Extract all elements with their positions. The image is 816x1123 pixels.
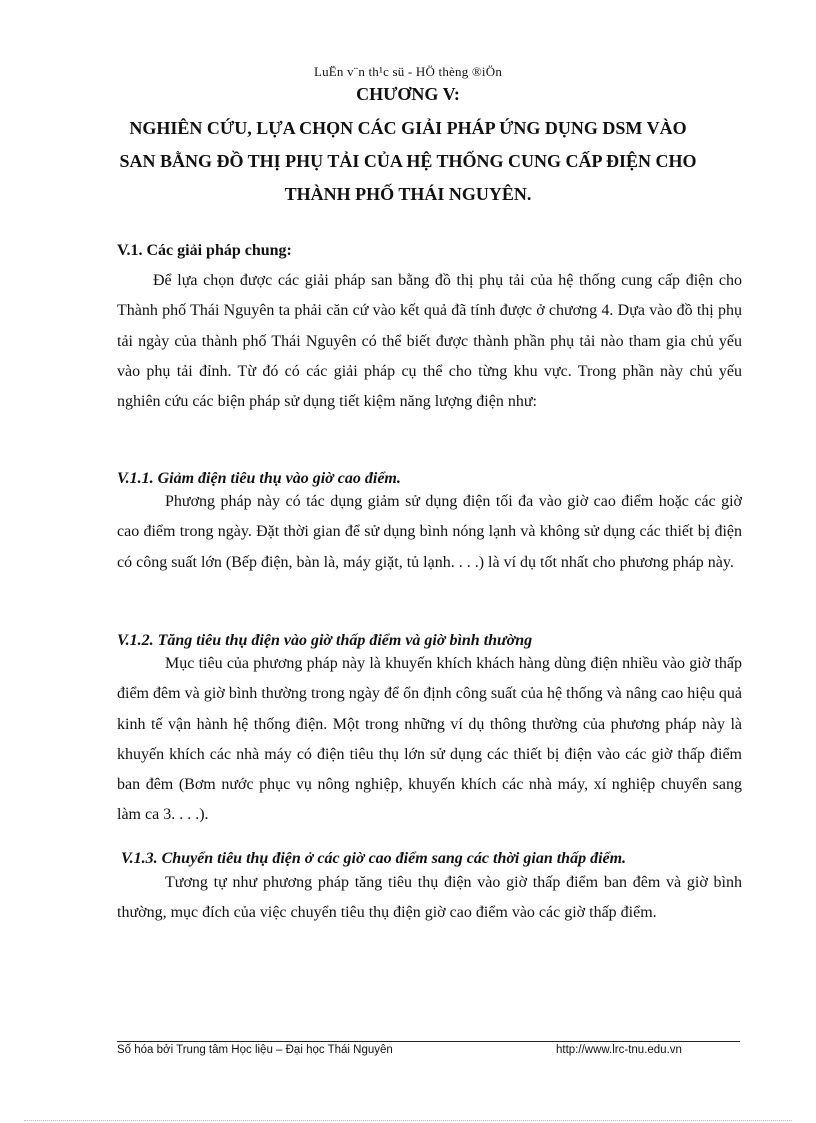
running-header: LuËn v¨n th¹c sü - HÖ thèng ®iÖn [313,64,503,79]
chapter-label: CHƯƠNG V: [356,84,460,104]
section-heading-v1-3: V.1.3. Chuyển tiêu thụ điện ở các giờ cao điểm sang các thời gian thấp điểm. [121,850,627,867]
paragraph-v1: Để lựa chọn được các giải pháp san bằng đồ thị phụ tải của hệ thống cung cấp điện cho Thành phố Thái Nguyên ta phải căn cứ vào kết quả đã tính được ở chương 4. Dựa vào đồ thị phụ tải ngày của thành phố Thái Nguyên có thể biết được thành phần phụ tải nào tham gia chủ yếu vào phụ tải đỉnh. Từ đó có các giải pháp cụ thể cho từng khu vực. Trong phần này chủ yếu nghiên cứu các biện pháp sử dụng tiết kiệm năng lượng điện như: [117,272,742,411]
section-heading-v1-1: V.1.1. Giảm điện tiêu thụ vào giờ cao điểm. [117,470,401,487]
section-heading-v1: V.1. Các giải pháp chung: [117,242,292,259]
footer-divider [117,1041,740,1042]
paragraph-v1-1: Phương pháp này có tác dụng giảm sử dụng điện tối đa vào giờ cao điểm hoặc các giờ cao điểm trong ngày. Đặt thời gian để sử dụng bình nóng lạnh và không sử dụng các thiết bị điện có công suất lớn (Bếp điện, bàn là, máy giặt, tủ lạnh. . . .) là ví dụ tốt nhất cho phương pháp này. [117,493,742,571]
paragraph-v1-3: Tương tự như phương pháp tăng tiêu thụ điện vào giờ thấp điểm ban đêm và giờ bình thường, mục đích của việc chuyển tiêu thụ điện giờ cao điểm vào các giờ thấp điểm. [117,874,742,922]
footer-url[interactable]: http://www.lrc-tnu.edu.vn [556,1044,682,1056]
footer-source: Số hóa bởi Trung tâm Học liệu – Đại học Thái Nguyên [117,1044,393,1056]
chapter-title: NGHIÊN CỨU, LỰA CHỌN CÁC GIẢI PHÁP ỨNG DỤNG DSM VÀO SAN BẰNG ĐỒ THỊ PHỤ TẢI CỦA HỆ THỐNG CUNG CẤP ĐIỆN CHO THÀNH PHỐ THÁI NGUYÊN. [119,118,697,204]
section-heading-v1-2: V.1.2. Tăng tiêu thụ điện vào giờ thấp điểm và giờ bình thường [117,632,533,649]
paragraph-v1-2: Mục tiêu của phương pháp này là khuyến khích khách hàng dùng điện nhiều vào giờ thấp điểm đêm và giờ bình thường trong ngày để ổn định công suất của hệ thống và nâng cao hiệu quả kinh tế vận hành hệ thống điện. Một trong những ví dụ thông thường của phương pháp này là khuyến khích các nhà máy có điện tiêu thụ lớn sử dụng các thiết bị điện vào các giờ thấp điểm ban đêm (Bơm nước phục vụ nông nghiệp, khuyến khích các nhà máy, xí nghiệp chuyển sang làm ca 3. . . .). [117,655,742,824]
page-bottom-edge [24,1120,792,1121]
